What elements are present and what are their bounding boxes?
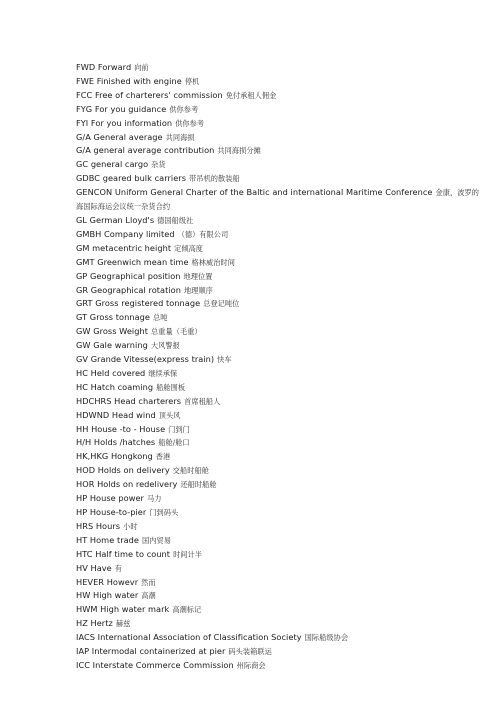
- entry-english: HOR Holds on redelivery: [76, 479, 178, 490]
- abbreviation-entry: [76, 603, 486, 617]
- entry-chinese: 还船时船舱: [180, 480, 217, 490]
- entry-chinese: 州际商会: [236, 660, 266, 670]
- entry-chinese: 大风警报: [150, 341, 180, 351]
- entry-chinese: 香港: [155, 452, 171, 462]
- abbreviation-entry: [76, 144, 486, 158]
- abbreviation-entry: [76, 172, 486, 186]
- entry-chinese: 格林威治时间: [191, 257, 235, 267]
- entry-english: GP Geographical position: [76, 270, 181, 281]
- entry-english: HT Home trade: [76, 534, 140, 545]
- entry-chinese: 杂货: [151, 160, 166, 170]
- abbreviation-entry: [76, 103, 486, 117]
- entry-chinese: 门到码头: [149, 508, 179, 517]
- entry-chinese: 共同海损: [165, 132, 195, 142]
- entry-chinese: 国际船级协会: [304, 633, 349, 643]
- abbreviation-entry: [76, 367, 486, 381]
- entry-english: HWM High water mark: [76, 604, 170, 615]
- entry-english: FYI For you information: [76, 117, 173, 128]
- abbreviation-entry: [76, 492, 486, 506]
- entry-chinese: 供你参考: [169, 104, 199, 114]
- abbreviation-entry: [76, 395, 486, 409]
- entry-chinese: 继续承保: [148, 368, 178, 378]
- abbreviation-entry: [76, 520, 486, 534]
- abbreviation-entry: [76, 562, 486, 576]
- entry-english: GW Gale warning: [76, 340, 148, 351]
- entry-chinese: 定倾高度: [174, 243, 204, 253]
- abbreviation-entry: [76, 89, 486, 103]
- abbreviation-entry: [76, 242, 486, 256]
- entry-chinese: 然而: [141, 577, 156, 587]
- abbreviation-entry: [76, 339, 486, 353]
- entry-english: GDBC geared bulk carriers: [76, 173, 187, 184]
- entry-chinese: 免付承租人佣金: [225, 90, 277, 100]
- abbreviation-entry: [76, 228, 486, 242]
- entry-english: HZ Hertz: [76, 618, 113, 629]
- entry-english: HV Have: [76, 562, 112, 573]
- abbreviation-entry: [76, 284, 486, 298]
- entry-english: HW High water: [76, 590, 139, 601]
- abbreviation-entry: [76, 353, 486, 367]
- entry-english: GT Gross tonnage: [76, 312, 150, 323]
- entry-english: HC Held covered: [76, 367, 146, 378]
- entry-english: HP House power: [76, 493, 144, 504]
- abbreviation-entry: [76, 214, 486, 228]
- entry-chinese: 交船时船舱: [172, 466, 209, 476]
- abbreviation-entry: [76, 158, 486, 172]
- entry-chinese: （德）有限公司: [177, 229, 229, 239]
- entry-chinese: 供你参考: [175, 118, 205, 128]
- entry-chinese: 马力: [146, 494, 162, 504]
- entry-english: IACS International Association of Classification Society: [76, 632, 302, 643]
- abbreviation-entry: [76, 589, 486, 603]
- abbreviation-entry: [76, 464, 486, 478]
- entry-english: GMBH Company limited: [76, 228, 175, 239]
- abbreviation-entry: [76, 297, 486, 311]
- abbreviation-entry: [76, 436, 486, 450]
- entry-chinese: 码头装箱联运: [228, 647, 272, 657]
- entry-english: FCC Free of charterers' commission: [76, 89, 223, 100]
- entry-chinese: 国内贸易: [142, 535, 171, 545]
- abbreviation-entry: [76, 548, 486, 562]
- entry-english: GL German Lloyd's: [76, 214, 155, 225]
- entry-chinese: 高潮标记: [172, 605, 202, 615]
- entry-chinese: 停机: [184, 76, 200, 86]
- abbreviation-entry: [76, 325, 486, 339]
- entry-english: GENCON Uniform General Charter of the Baltic and international Maritime Conference: [76, 187, 433, 198]
- abbreviation-entry: [76, 645, 486, 659]
- entry-chinese: 高潮: [141, 591, 156, 601]
- entry-english: GRT Gross registered tonnage: [76, 298, 201, 309]
- entry-chinese: 金康，波罗的海国际海运会议统一杂货合约: [76, 188, 479, 212]
- abbreviation-list: [76, 61, 486, 673]
- entry-chinese: 小时: [123, 521, 138, 531]
- entry-english: G/A General average: [76, 131, 163, 142]
- entry-chinese: 船舱围板: [156, 382, 186, 392]
- entry-chinese: 德国船级社: [157, 215, 194, 225]
- entry-chinese: 带吊机的散装船: [189, 174, 240, 184]
- abbreviation-entry: [76, 61, 486, 75]
- abbreviation-entry: [76, 506, 486, 520]
- entry-chinese: 门到门: [168, 424, 190, 434]
- entry-english: FWE Finished with engine: [76, 75, 182, 86]
- entry-chinese: 总重量（毛重）: [151, 327, 202, 337]
- entry-english: HEVER Howevr: [76, 576, 139, 587]
- abbreviation-entry: [76, 381, 486, 395]
- entry-chinese: 首席租船人: [184, 396, 221, 406]
- abbreviation-entry: [76, 576, 486, 590]
- entry-chinese: 共同海损分摊: [217, 146, 261, 156]
- entry-chinese: 总登记吨位: [203, 299, 240, 309]
- entry-english: HDCHRS Head charterers: [76, 395, 182, 406]
- entry-english: GR Geographical rotation: [76, 284, 181, 295]
- entry-english: HH House -to - House: [76, 423, 166, 434]
- entry-english: HC Hatch coaming: [76, 381, 154, 392]
- entry-english: GM metacentric height: [76, 242, 172, 253]
- abbreviation-entry: [76, 423, 486, 437]
- entry-english: HP House-to-pier: [76, 507, 147, 517]
- entry-chinese: 地理顺序: [183, 285, 213, 295]
- entry-english: H/H Holds /hatches: [76, 437, 156, 448]
- entry-chinese: 总吨: [152, 313, 168, 323]
- entry-chinese: 时间计半: [173, 549, 203, 559]
- entry-english: IAP Intermodal containerized at pier: [76, 646, 226, 657]
- abbreviation-entry: [76, 256, 486, 270]
- entry-chinese: 向前: [134, 63, 149, 72]
- entry-english: HK,HKG Hongkong: [76, 451, 153, 462]
- abbreviation-entry: [76, 631, 486, 645]
- entry-chinese: 顶头风: [158, 410, 181, 420]
- abbreviation-entry: [76, 450, 486, 464]
- abbreviation-entry: [76, 409, 486, 423]
- entry-english: GC general cargo: [76, 159, 149, 170]
- entry-english: GMT Greenwich mean time: [76, 256, 189, 267]
- entry-english: HOD Holds on delivery: [76, 465, 170, 476]
- entry-english: FYG For you guidance: [76, 103, 167, 114]
- entry-english: HDWND Head wind: [76, 409, 156, 420]
- entry-english: G/A general average contribution: [76, 145, 215, 156]
- entry-chinese: 船舱/舱口: [158, 438, 190, 448]
- abbreviation-entry: [76, 478, 486, 492]
- entry-english: HTC Half time to count: [76, 548, 171, 559]
- entry-chinese: 地理位置: [183, 271, 213, 281]
- abbreviation-entry: [76, 617, 486, 631]
- abbreviation-entry: [76, 270, 486, 284]
- abbreviation-entry: [76, 186, 486, 214]
- entry-chinese: 快车: [217, 355, 232, 365]
- entry-english: FWD Forward: [76, 62, 132, 72]
- entry-english: HRS Hours: [76, 520, 121, 531]
- abbreviation-entry: [76, 117, 486, 131]
- abbreviation-entry: [76, 534, 486, 548]
- entry-english: ICC Interstate Commerce Commission: [76, 659, 234, 670]
- abbreviation-entry: [76, 311, 486, 325]
- entry-english: GV Grande Vitesse(express train): [76, 354, 215, 365]
- abbreviation-entry: [76, 659, 486, 673]
- abbreviation-entry: [76, 131, 486, 145]
- entry-chinese: 赫兹: [115, 619, 131, 629]
- entry-chinese: 有: [114, 563, 123, 573]
- entry-english: GW Gross Weight: [76, 326, 148, 337]
- abbreviation-entry: [76, 75, 486, 89]
